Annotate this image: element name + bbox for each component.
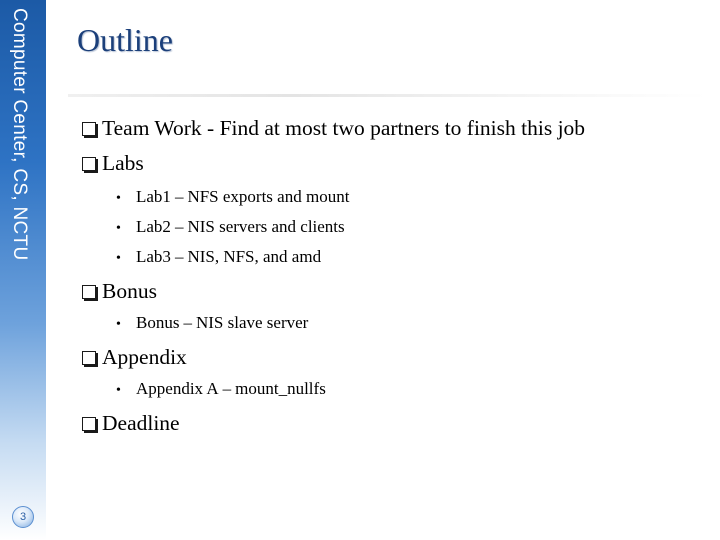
sub-bullet-lab1	[116, 187, 349, 207]
sub-bullet-desc: mount_nullfs	[235, 379, 326, 398]
page-number: 3	[12, 506, 34, 528]
sub-bullet-name: Appendix A	[136, 379, 219, 398]
bullet-dot-icon: •	[116, 317, 121, 332]
dash-separator: –	[174, 217, 184, 236]
bullet-dot-icon: •	[116, 191, 121, 206]
sub-bullet-lab3	[116, 247, 321, 267]
sidebar-band	[0, 0, 46, 540]
bullet-text: Deadline	[102, 411, 180, 435]
dash-separator: –	[174, 187, 184, 206]
bullet-text: Bonus	[102, 279, 157, 303]
sub-bullet-bonus	[116, 313, 308, 333]
bullet-text: Appendix	[102, 345, 187, 369]
bullet-team-work	[82, 116, 585, 141]
sidebar-label: Computer Center, CS, NCTU	[9, 8, 30, 261]
dash-separator: –	[174, 247, 184, 266]
checkbox-bullet-icon	[82, 122, 96, 136]
sub-bullet-name: Lab1	[136, 187, 171, 206]
bullet-text: Team Work - Find at most two partners to finish this job	[102, 116, 586, 140]
title-divider	[68, 94, 708, 97]
bullet-labs	[82, 151, 144, 176]
sub-bullet-desc: NIS, NFS, and amd	[187, 247, 322, 266]
bullet-deadline	[82, 411, 180, 436]
bullet-dot-icon: •	[116, 221, 121, 236]
sub-bullet-desc: NIS slave server	[195, 313, 309, 332]
checkbox-bullet-icon	[82, 417, 96, 431]
page-title: Outline	[77, 22, 173, 58]
checkbox-bullet-icon	[82, 285, 96, 299]
sub-bullet-lab2	[116, 217, 345, 237]
checkbox-bullet-icon	[82, 351, 96, 365]
bullet-dot-icon: •	[116, 251, 121, 266]
bullet-appendix	[82, 345, 187, 370]
sub-bullet-desc: NFS exports and mount	[187, 187, 350, 206]
dash-separator: –	[183, 313, 192, 332]
sub-bullet-name: Lab3	[136, 247, 171, 266]
sub-bullet-name: Lab2	[136, 217, 171, 236]
bullet-bonus	[82, 279, 157, 304]
dash-separator: –	[222, 379, 232, 398]
bullet-text: Labs	[102, 151, 144, 175]
sub-bullet-appendix-a	[116, 379, 326, 399]
bullet-dot-icon: •	[116, 383, 121, 398]
sub-bullet-desc: NIS servers and clients	[187, 217, 345, 236]
checkbox-bullet-icon	[82, 157, 96, 171]
sub-bullet-name: Bonus	[136, 313, 180, 332]
